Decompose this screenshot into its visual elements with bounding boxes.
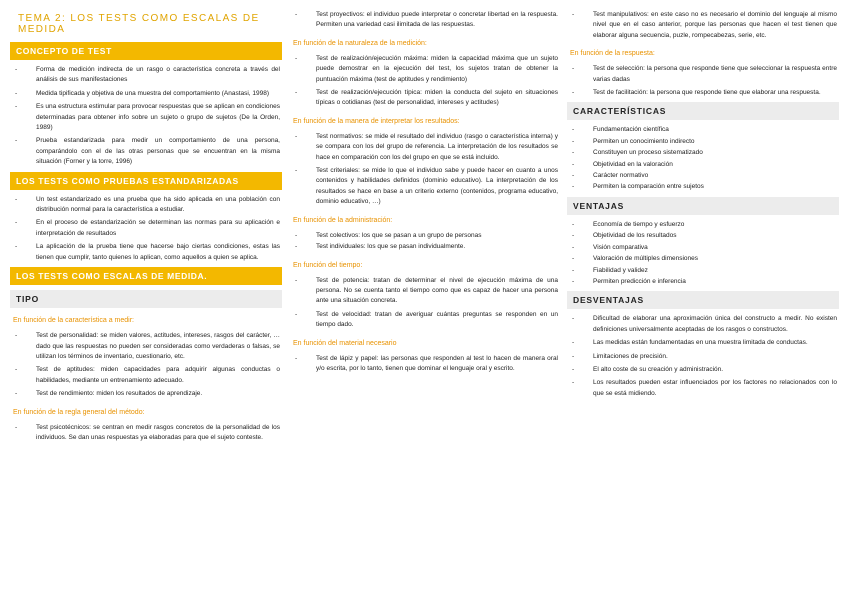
subheading-administracion: En función de la administración: [293,216,393,224]
list-item: - Test de selección: la persona que responde tiene que seleccionar la respuesta entre varias dadas [567,64,839,85]
column-right [567,10,839,403]
list-item: - Es una estructura estimular para provocar respuestas que se aplican en condiciones determinadas para obtener info sobre un sujeto o grupo de sujetos (De la Orden, 1989) [10,102,282,133]
list-item: - Prueba estandarizada para medir un comportamiento de una persona, comparándolo con el de las otras personas que se encuentran en la misma situación (Forner y la torre, 1996) [10,136,282,167]
list-item: - Constituyen un proceso sistematizado [567,148,839,158]
subheading-regla: En función de la regla general del método: [13,408,145,416]
list-item: - Test manipulativos: en este caso no es necesario el dominio del lenguaje al mismo nivel que en el caso anterior, porque las personas que hacen el test tienen que elaborar alguna secuencia, puzle, rompecabezas, serie, etc. [567,10,839,41]
concepto-list [10,65,282,168]
section-heading-estandarizadas: LOS TESTS COMO PRUEBAS ESTANDARIZADAS [10,172,282,190]
list-item: - Forma de medición indirecta de un rasgo o característica concreta a través del análisis de sus manifestaciones [10,65,282,86]
list-item: - Test de realización/ejecución típica: miden la conducta del sujeto en situaciones típicas o cotidianas (test de personalidad, intereses y actitudes) [290,88,560,109]
list-item: - Permiten un conocimiento indirecto [567,137,839,147]
list-item: - Los resultados pueden estar influenciados por los factores no relacionados con lo que se está midiendo. [567,378,839,399]
list-item: - Test de personalidad: se miden valores, actitudes, intereses, rasgos del carácter, … dado que las respuestas no pueden ser consideradas como verdaderas o falsas, se utilizan los términos de inventario, cuestionario, etc. [10,331,282,362]
regla-list [10,423,282,444]
interpretar-list [290,132,560,208]
list-item: - Test de potencia: tratan de determinar el nivel de ejecución máxima de una persona. No se cuenta tanto el tiempo como que es capaz de hacer una persona ante una situación concreta. [290,276,560,307]
list-item: - Test individuales: los que se pasan individualmente. [290,242,560,252]
subheading-caracteristica: En función de la característica a medir: [13,317,135,325]
list-item: - Carácter normativo [567,171,839,181]
list-item: - Fiabilidad y validez [567,266,839,276]
respuesta-list [567,64,839,98]
material-list [290,354,560,375]
column-middle [290,10,560,378]
list-item: - Valoración de múltiples dimensiones [567,254,839,264]
list-item: - En el proceso de estandarización se determinan las normas para su aplicación e interpretación de resultados [10,218,282,239]
subheading-material: En función del material necesario [293,339,397,347]
proyectivos-list [290,10,560,31]
list-item: - Test de facilitación: la persona que responde tiene que elaborar una respuesta. [567,88,839,98]
list-item: - Test normativos: se mide el resultado del individuo (rasgo o característica interna) y se compara con los del grupo de referencia. La interpretación de los resultados se hace en comparación con los del grupo en que se está incluido. [290,132,560,163]
caracteristicas-list [567,125,839,192]
list-item: - Visión comparativa [567,243,839,253]
estandarizadas-list [10,195,282,263]
caracteristica-list [10,331,282,399]
list-item: - Test colectivos: los que se pasan a un grupo de personas [290,231,560,241]
list-item: - Limitaciones de precisión. [567,352,839,362]
list-item: - Objetividad en la valoración [567,160,839,170]
ventajas-list [567,220,839,287]
list-item: - Test de lápiz y papel: las personas que responden al test lo hacen de manera oral y/o escrita, por lo tanto, tienen que dominar el lenguaje oral y escrito. [290,354,560,375]
document-title: TEMA 2: LOS TESTS COMO ESCALAS DE MEDIDA [18,13,260,35]
section-heading-desventajas: DESVENTAJAS [567,291,839,309]
list-item: - Test de velocidad: tratan de averiguar cuántas preguntas se responden en un tiempo dado. [290,310,560,331]
section-heading-ventajas: VENTAJAS [567,197,839,215]
tiempo-list [290,276,560,331]
list-item: - Test psicotécnicos: se centran en medir rasgos concretos de la personalidad de los individuos. Se dan unas respuestas ya elaboradas para que el sujeto conteste. [10,423,282,444]
list-item: - La aplicación de la prueba tiene que hacerse bajo ciertas condiciones, estas las tienen que cumplir, tanto quienes lo aplican, como aquellos a quien se aplica. [10,242,282,263]
manipulativos-list [567,10,839,41]
list-item: - Test de aptitudes: miden capacidades para adquirir algunas conductas o habilidades, mediante un entrenamiento adecuado. [10,365,282,386]
list-item: - El alto coste de su creación y administración. [567,365,839,375]
list-item: - Un test estandarizado es una prueba que ha sido aplicada en una población con distribución normal para la característica a estudiar. [10,195,282,216]
list-item: - Medida tipificada y objetiva de una muestra del comportamiento (Anastasi, 1998) [10,89,282,99]
subheading-tiempo: En función del tiempo: [293,261,363,269]
subheading-naturaleza: En función de la naturaleza de la medición: [293,39,427,47]
administracion-list [290,231,560,253]
list-item: - Economía de tiempo y esfuerzo [567,220,839,230]
list-item: - Test de realización/ejecución máxima: miden la capacidad máxima que un sujeto puede demostrar en la ejecución del test, los sujetos tratan de obtener la puntuación máxima (test de aptitudes y rendimiento) [290,54,560,85]
section-heading-caracteristicas: CARACTERÍSTICAS [567,102,839,120]
desventajas-list [567,314,839,399]
list-item: - Test proyectivos: el individuo puede interpretar o concretar libertad en la respuesta. Permiten una variedad casi ilimitada de las respuestas. [290,10,560,31]
list-item: - Fundamentación científica [567,125,839,135]
section-heading-escalas: LOS TESTS COMO ESCALAS DE MEDIDA. [10,267,282,285]
column-left [10,10,282,447]
list-item: - Dificultad de elaborar una aproximación única del constructo a medir. No existen definiciones universalmente aceptadas de los rasgos o constructos. [567,314,839,335]
subsection-heading-tipo: TIPO [10,290,282,308]
list-item: - Las medidas están fundamentadas en una muestra limitada de conductas. [567,338,839,348]
list-item: - Objetividad de los resultados [567,231,839,241]
subheading-respuesta: En función de la respuesta: [570,50,655,58]
list-item: - Permiten predicción e inferencia [567,277,839,287]
subheading-interpretar: En función de la manera de interpretar los resultados: [293,117,460,125]
list-item: - Test de rendimiento: miden los resultados de aprendizaje. [10,389,282,399]
naturaleza-list [290,54,560,109]
section-heading-concepto: CONCEPTO DE TEST [10,42,282,60]
list-item: - Test criteriales: se mide lo que el individuo sabe y puede hacer en cuanto a unos contenidos y habilidades definidos (dominio educativo). La interpretación de los resultados se hace en base a un criterio externo (contenidos, programa educativo, dominio educativo, …) [290,166,560,208]
list-item: - Permiten la comparación entre sujetos [567,182,839,192]
